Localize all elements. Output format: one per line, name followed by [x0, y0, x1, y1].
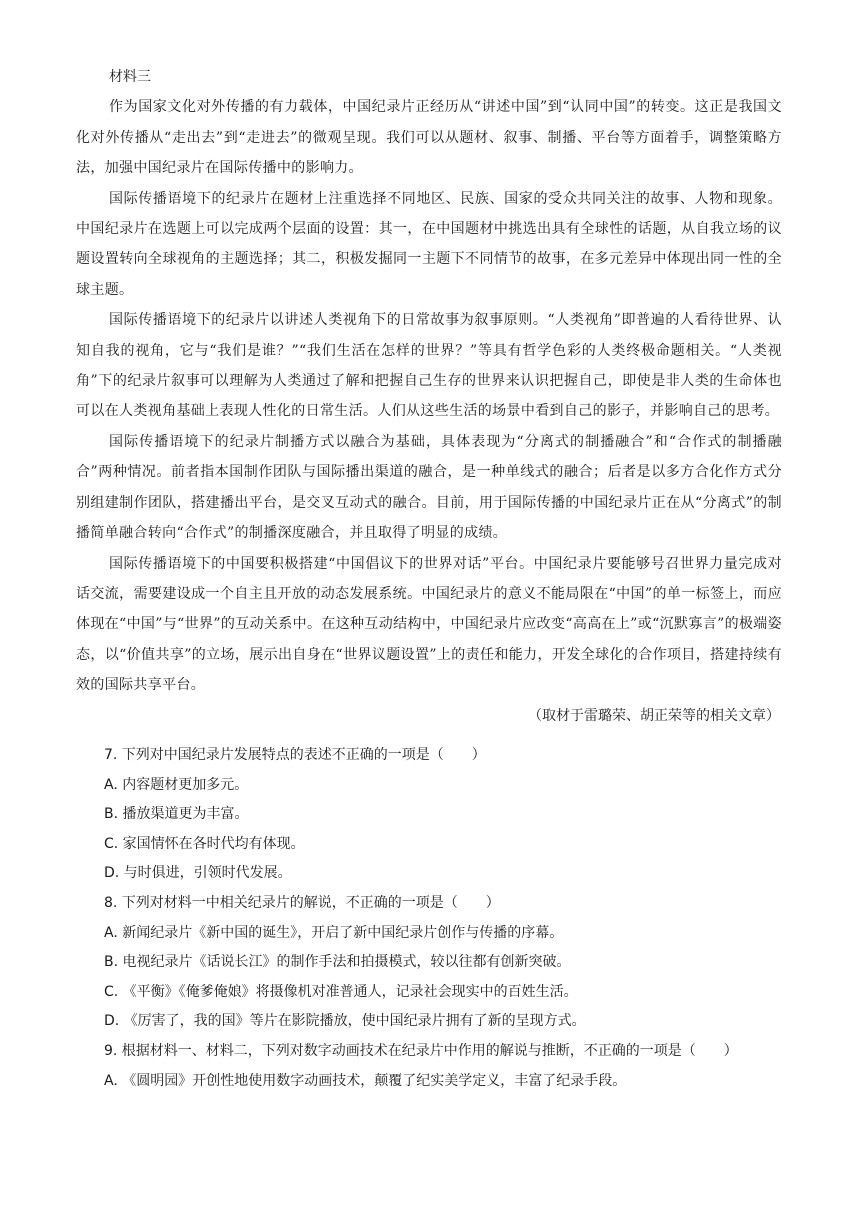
option-b: B. 播放渠道更为丰富。: [104, 806, 249, 823]
material-paragraph-1: 作为国家文化对外传播的有力载体，中国纪录片正经历从“讲述中国”到“认同中国”的转变。这正是我国文化对外传播从“走出去”到“走进去”的微观呈现。我们可以从题材、叙事、制播、平台等方面着手，调整策略方法，加强中国纪录片在国际传播中的影响力。: [76, 99, 782, 177]
question-title: 7. 下列对中国纪录片发展特点的表述不正确的一项是（ ）: [104, 747, 486, 763]
question-7: [104, 741, 784, 889]
option-d: D. 《厉害了，我的国》等片在影院播放，使中国纪录片拥有了新的呈现方式。: [104, 1013, 586, 1030]
questions-section: [104, 741, 784, 1096]
question-8: [104, 889, 784, 1037]
material-paragraph-5: 国际传播语境下的中国要积极搭建“中国倡议下的世界对话”平台。中国纪录片要能够号召世界力量完成对话交流，需要建设成一个自主且开放的动态发展系统。中国纪录片的意义不能局限在“中国”的单一标签上，而应体现在“中国”与“世界”的互动关系中。在这种互动结构中，中国纪录片应改变“高高在上”或“沉默寡言”的极端姿态，以“价值共享”的立场，展示出自身在“世界议题设置”上的责任和能力，开发全球化的合作项目，搭建持续有效的国际共享平台。: [76, 555, 782, 694]
material-three-section: [76, 62, 782, 731]
question-9: [104, 1037, 784, 1096]
option-c: C. 家国情怀在各时代均有体现。: [104, 835, 305, 852]
question-title: 8. 下列对材料一中相关纪录片的解说，不正确的一项是（ ）: [104, 894, 500, 911]
option-d: D. 与时俱进，引领时代发展。: [104, 865, 292, 882]
material-paragraph-3: 国际传播语境下的纪录片以讲述人类视角下的日常故事为叙事原则。“人类视角”即普遍的人看待世界、认知自我的视角，它与“我们是谁？”“我们生活在怎样的世界？”等具有哲学色彩的人类终极命题相关。“人类视角”下的纪录片叙事可以理解为人类通过了解和把握自己生存的世界来认识把握自己，即使是非人类的生命体也可以在人类视角基础上表现人性化的日常生活。人们从这些生活的场景中看到自己的影子，并影响自己的思考。: [76, 312, 782, 420]
option-a: A. 新闻纪录片《新中国的诞生》，开启了新中国纪录片创作与传播的序幕。: [104, 924, 564, 941]
material-source: （取材于雷璐荣、胡正荣等的相关文章）: [528, 707, 780, 724]
material-paragraph-2: 国际传播语境下的纪录片在题材上注重选择不同地区、民族、国家的受众共同关注的故事、人物和现象。中国纪录片在选题上可以完成两个层面的设置：其一，在中国题材中挑选出具有全球性的话题，从自我立场的议题设置转向全球视角的主题选择；其二，积极发掘同一主题下不同情节的故事，在多元差异中体现出同一性的全球主题。: [76, 190, 782, 298]
option-c: C. 《平衡》《俺爹俺娘》将摄像机对准普通人，记录社会现实中的百姓生活。: [104, 983, 578, 1000]
material-paragraph-4: 国际传播语境下的纪录片制播方式以融合为基础，具体表现为“分离式的制播融合”和“合作式的制播融合”两种情况。前者指本国制作团队与国际播出渠道的融合，是一种单线式的融合；后者是以多方合化作方式分别组建制作团队，搭建播出平台，是交叉互动式的融合。目前，用于国际传播的中国纪录片正在从“分离式”的制播简单融合转向“合作式”的制播深度融合，并且取得了明显的成绩。: [76, 433, 782, 542]
option-a: A. 《圆明园》开创性地使用数字动画技术，颠覆了纪实美学定义，丰富了纪录手段。: [104, 1072, 627, 1089]
question-title: 9. 根据材料一、材料二，下列对数字动画技术在纪录片中作用的解说与推断，不正确的一项是（ ）: [104, 1042, 738, 1059]
option-a: A. 内容题材更加多元。: [104, 776, 249, 793]
material-heading: 材料三: [109, 69, 151, 85]
option-b: B. 电视纪录片《话说长江》的制作手法和拍摄模式，较以往都有创新突破。: [104, 954, 571, 971]
